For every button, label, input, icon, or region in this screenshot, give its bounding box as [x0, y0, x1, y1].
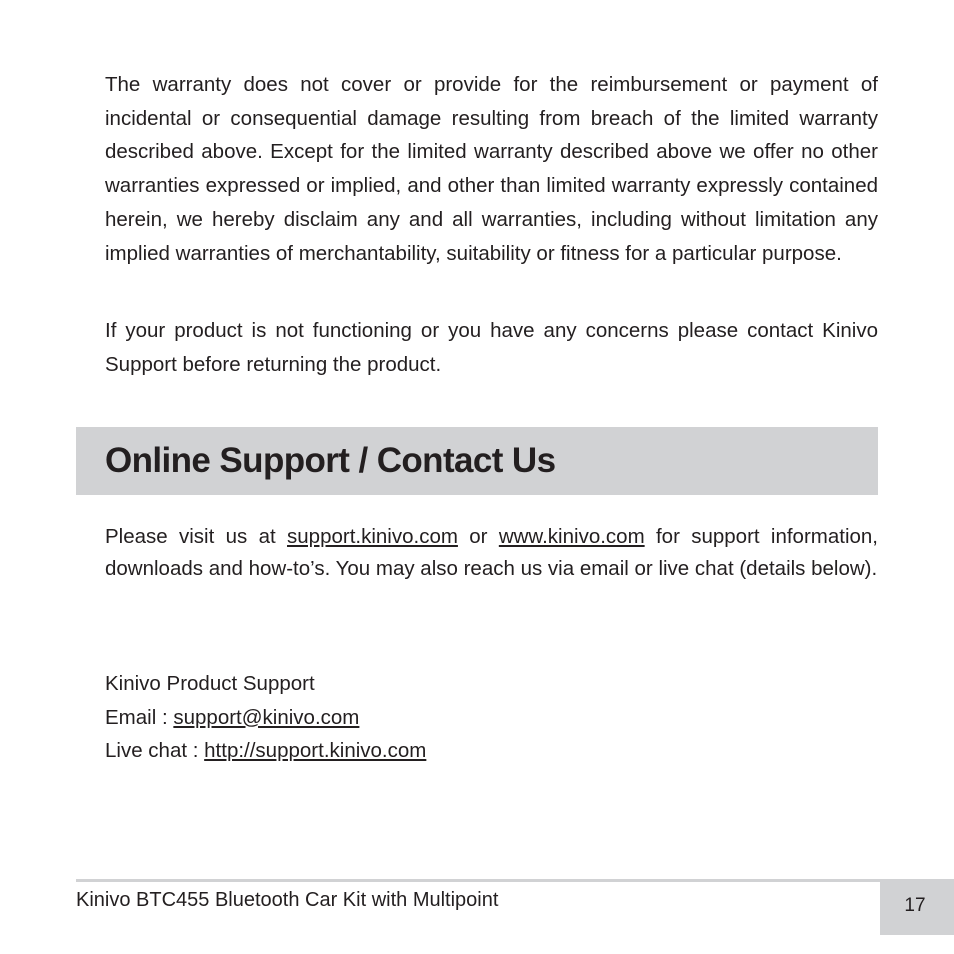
- intro-text-start: Please visit us at: [105, 525, 276, 548]
- warranty-paragraph-2: If your product is not functioning or you have any concerns please contact Kinivo Support before returning the product.: [105, 319, 878, 376]
- contact-title: Kinivo Product Support: [105, 672, 315, 695]
- contact-block: [105, 667, 426, 768]
- live-chat-link[interactable]: http://support.kinivo.com: [204, 739, 427, 762]
- support-intro-paragraph: [105, 521, 878, 585]
- section-heading-band: [76, 427, 878, 495]
- warranty-paragraph-1: The warranty does not cover or provide for the reimbursement or payment of incidental or consequential damage resulting from breach of the limited warranty described above. Except for the limited warranty described above we offer no other warranties expressed or implied, and other than limited warranty expressly contained herein, we hereby disclaim any and all warranties, including without limitation any implied warranties of merchantability, suitability or fitness for a particular purpose.: [105, 73, 878, 265]
- page-number: 17: [904, 895, 926, 916]
- footer-divider: [76, 879, 880, 882]
- email-label: Email :: [105, 705, 168, 729]
- live-chat-label: Live chat :: [105, 739, 199, 762]
- live-chat-line: [105, 734, 426, 768]
- email-link[interactable]: support@kinivo.com: [173, 705, 360, 729]
- page-number-box: [880, 879, 954, 935]
- support-site-link[interactable]: support.kinivo.com: [287, 525, 458, 548]
- intro-text-end: for support information, downloads and how-to’s. You may also reach us via email or live chat (details below).: [105, 525, 879, 580]
- email-line: [105, 701, 426, 735]
- main-site-link[interactable]: www.kinivo.com: [498, 525, 645, 548]
- section-heading: Online Support / Contact Us: [105, 441, 556, 480]
- intro-text-or: or: [469, 525, 488, 548]
- footer-product-title: Kinivo BTC455 Bluetooth Car Kit with Multipoint: [76, 889, 499, 911]
